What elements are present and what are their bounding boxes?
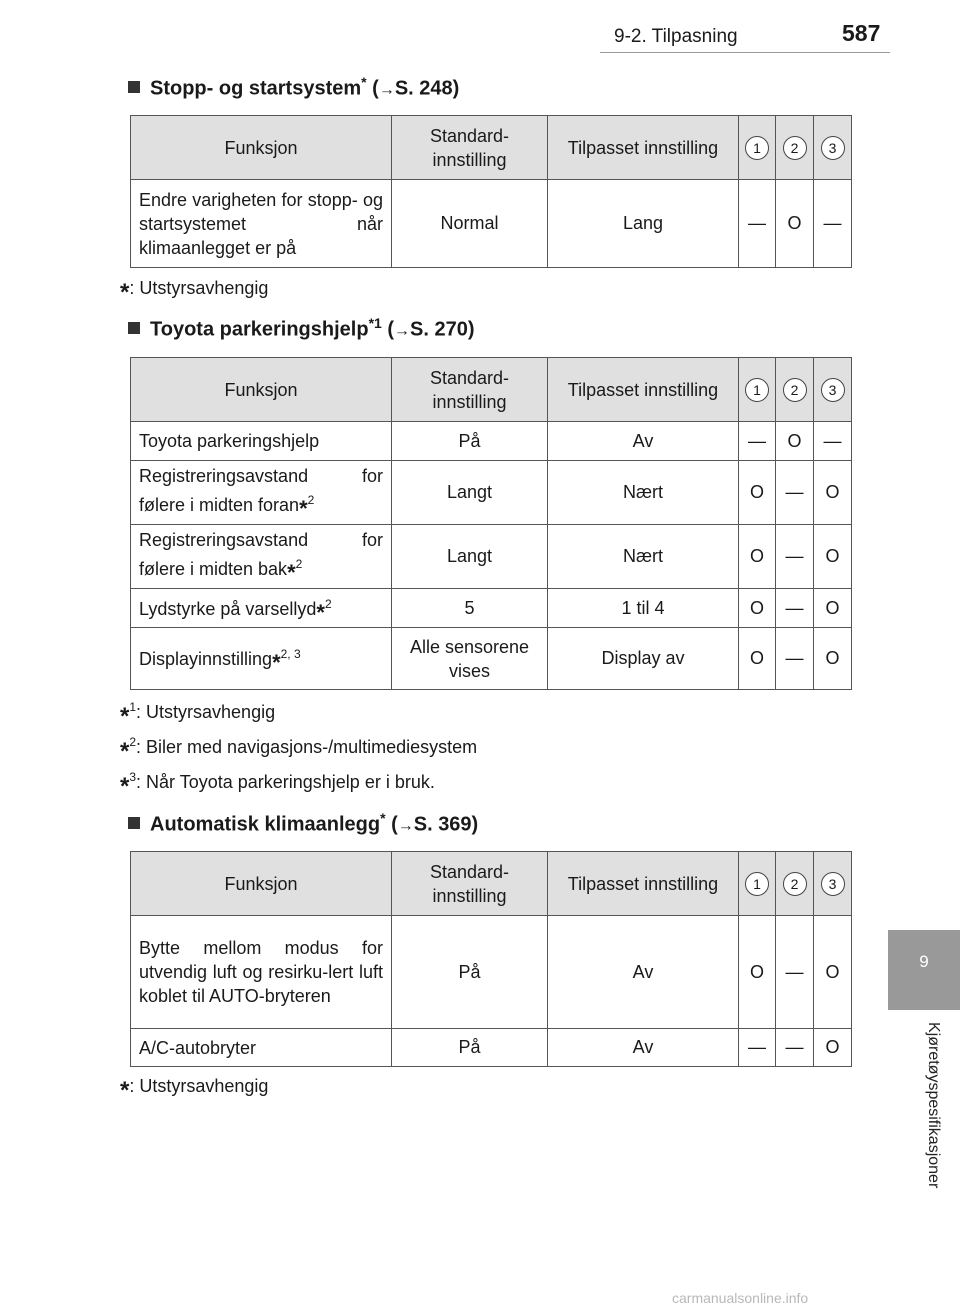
cell-mode-1: O [739,628,776,690]
section-title: 9-2. Tilpasning [614,26,738,47]
cell-default: Alle sensorene vises [392,628,548,690]
cell-custom: Av [548,422,739,461]
col-header-1 [739,358,776,422]
col-header-3 [814,852,852,916]
footnote: *$^1$: Utstyrsavhengig [120,700,276,730]
footnote: *: Utstyrsavhengig [120,278,269,306]
cell-function: Endre varigheten for stopp- og startsystemet når klimaanlegget er på [131,180,392,268]
cell-mode-3: O [814,1029,852,1067]
table-header-row [131,852,852,916]
col-header-3 [814,116,852,180]
table-row [131,589,852,628]
cell-function: Bytte mellom modus for utvendig luft og resirku-lert luft koblet til AUTO-bryteren [131,916,392,1029]
col-header-default: Standard- innstilling [392,852,548,916]
table-auto-climate [130,851,852,1067]
cell-default: Langt [392,525,548,589]
cell-function: Lydstyrke på varsellyd*$^2$ [131,589,392,628]
footnote: *$^2$: Biler med navigasjons-/multimediesystem [120,735,478,765]
cell-mode-3: O [814,461,852,525]
cell-mode-2: — [776,628,814,690]
col-header-function: Funksjon [131,116,392,180]
cell-custom: Nært [548,525,739,589]
circled-2-icon: 2 [783,872,807,896]
cell-mode-1: — [739,180,776,268]
cell-custom: Nært [548,461,739,525]
table-row [131,180,852,268]
col-header-3 [814,358,852,422]
cell-function: Toyota parkeringshjelp [131,422,392,461]
table-row [131,916,852,1029]
col-header-default: Standard- innstilling [392,116,548,180]
cell-mode-2: — [776,525,814,589]
circled-2-icon: 2 [783,136,807,160]
cell-mode-1: — [739,1029,776,1067]
circled-1-icon: 1 [745,136,769,160]
circled-3-icon: 3 [821,872,845,896]
chapter-label: Kjøretøyspesifikasjoner [925,1022,942,1189]
footnote: *: Utstyrsavhengig [120,1076,269,1104]
col-header-2 [776,358,814,422]
cell-default: På [392,1029,548,1067]
cell-function: Displayinnstilling*$^{2, 3}$ [131,628,392,690]
cell-default: På [392,422,548,461]
cell-mode-1: O [739,916,776,1029]
table-header-row [131,358,852,422]
cell-custom: Av [548,1029,739,1067]
cell-mode-3: — [814,422,852,461]
circled-2-icon: 2 [783,378,807,402]
cell-mode-2: — [776,1029,814,1067]
table-stop-start [130,115,852,268]
table-row [131,628,852,690]
col-header-1 [739,852,776,916]
col-header-1 [739,116,776,180]
table-row [131,525,852,589]
circled-1-icon: 1 [745,378,769,402]
cell-custom: Av [548,916,739,1029]
cell-mode-2: — [776,461,814,525]
header-divider [600,52,890,53]
square-bullet-icon [128,81,140,93]
cell-custom: 1 til 4 [548,589,739,628]
cell-mode-1: — [739,422,776,461]
col-header-2 [776,852,814,916]
col-header-default: Standard- innstilling [392,358,548,422]
section-heading-auto-climate: Automatisk klimaanlegg* (→S. 369) [128,810,478,837]
circled-3-icon: 3 [821,136,845,160]
cell-mode-2: O [776,422,814,461]
section-heading-stop-start: Stopp- og startsystem* (→S. 248) [128,74,459,101]
cell-default: På [392,916,548,1029]
cell-default: Langt [392,461,548,525]
col-header-function: Funksjon [131,358,392,422]
cell-default: 5 [392,589,548,628]
cell-mode-2: O [776,180,814,268]
page-number: 587 [842,20,881,46]
footnote: *$^3$: Når Toyota parkeringshjelp er i bruk. [120,770,435,800]
col-header-2 [776,116,814,180]
cell-mode-1: O [739,525,776,589]
square-bullet-icon [128,322,140,334]
col-header-function: Funksjon [131,852,392,916]
table-header-row [131,116,852,180]
watermark: carmanualsonline.info [672,1290,809,1306]
cell-mode-3: O [814,525,852,589]
cell-mode-3: — [814,180,852,268]
cell-mode-3: O [814,589,852,628]
cell-mode-2: — [776,589,814,628]
arrow-icon: → [394,322,411,340]
cell-mode-3: O [814,916,852,1029]
table-parking-assist [130,357,852,690]
chapter-number: 9 [919,952,929,971]
circled-1-icon: 1 [745,872,769,896]
cell-custom: Display av [548,628,739,690]
square-bullet-icon [128,817,140,829]
cell-function: A/C-autobryter [131,1029,392,1067]
cell-mode-3: O [814,628,852,690]
cell-default: Normal [392,180,548,268]
table-row [131,461,852,525]
col-header-custom: Tilpasset innstilling [548,358,739,422]
circled-3-icon: 3 [821,378,845,402]
cell-mode-1: O [739,589,776,628]
cell-function: Registreringsavstand for følere i midten foran*$^2$ [131,461,392,525]
table-row [131,422,852,461]
arrow-icon: → [397,817,414,835]
cell-mode-1: O [739,461,776,525]
cell-custom: Lang [548,180,739,268]
arrow-icon: → [378,81,395,99]
table-row [131,1029,852,1067]
col-header-custom: Tilpasset innstilling [548,116,739,180]
cell-mode-2: — [776,916,814,1029]
col-header-custom: Tilpasset innstilling [548,852,739,916]
cell-function: Registreringsavstand for følere i midten bak*$^2$ [131,525,392,589]
section-heading-parking-assist: Toyota parkeringshjelp$^{*1}$ (→S. 270) [128,315,475,342]
